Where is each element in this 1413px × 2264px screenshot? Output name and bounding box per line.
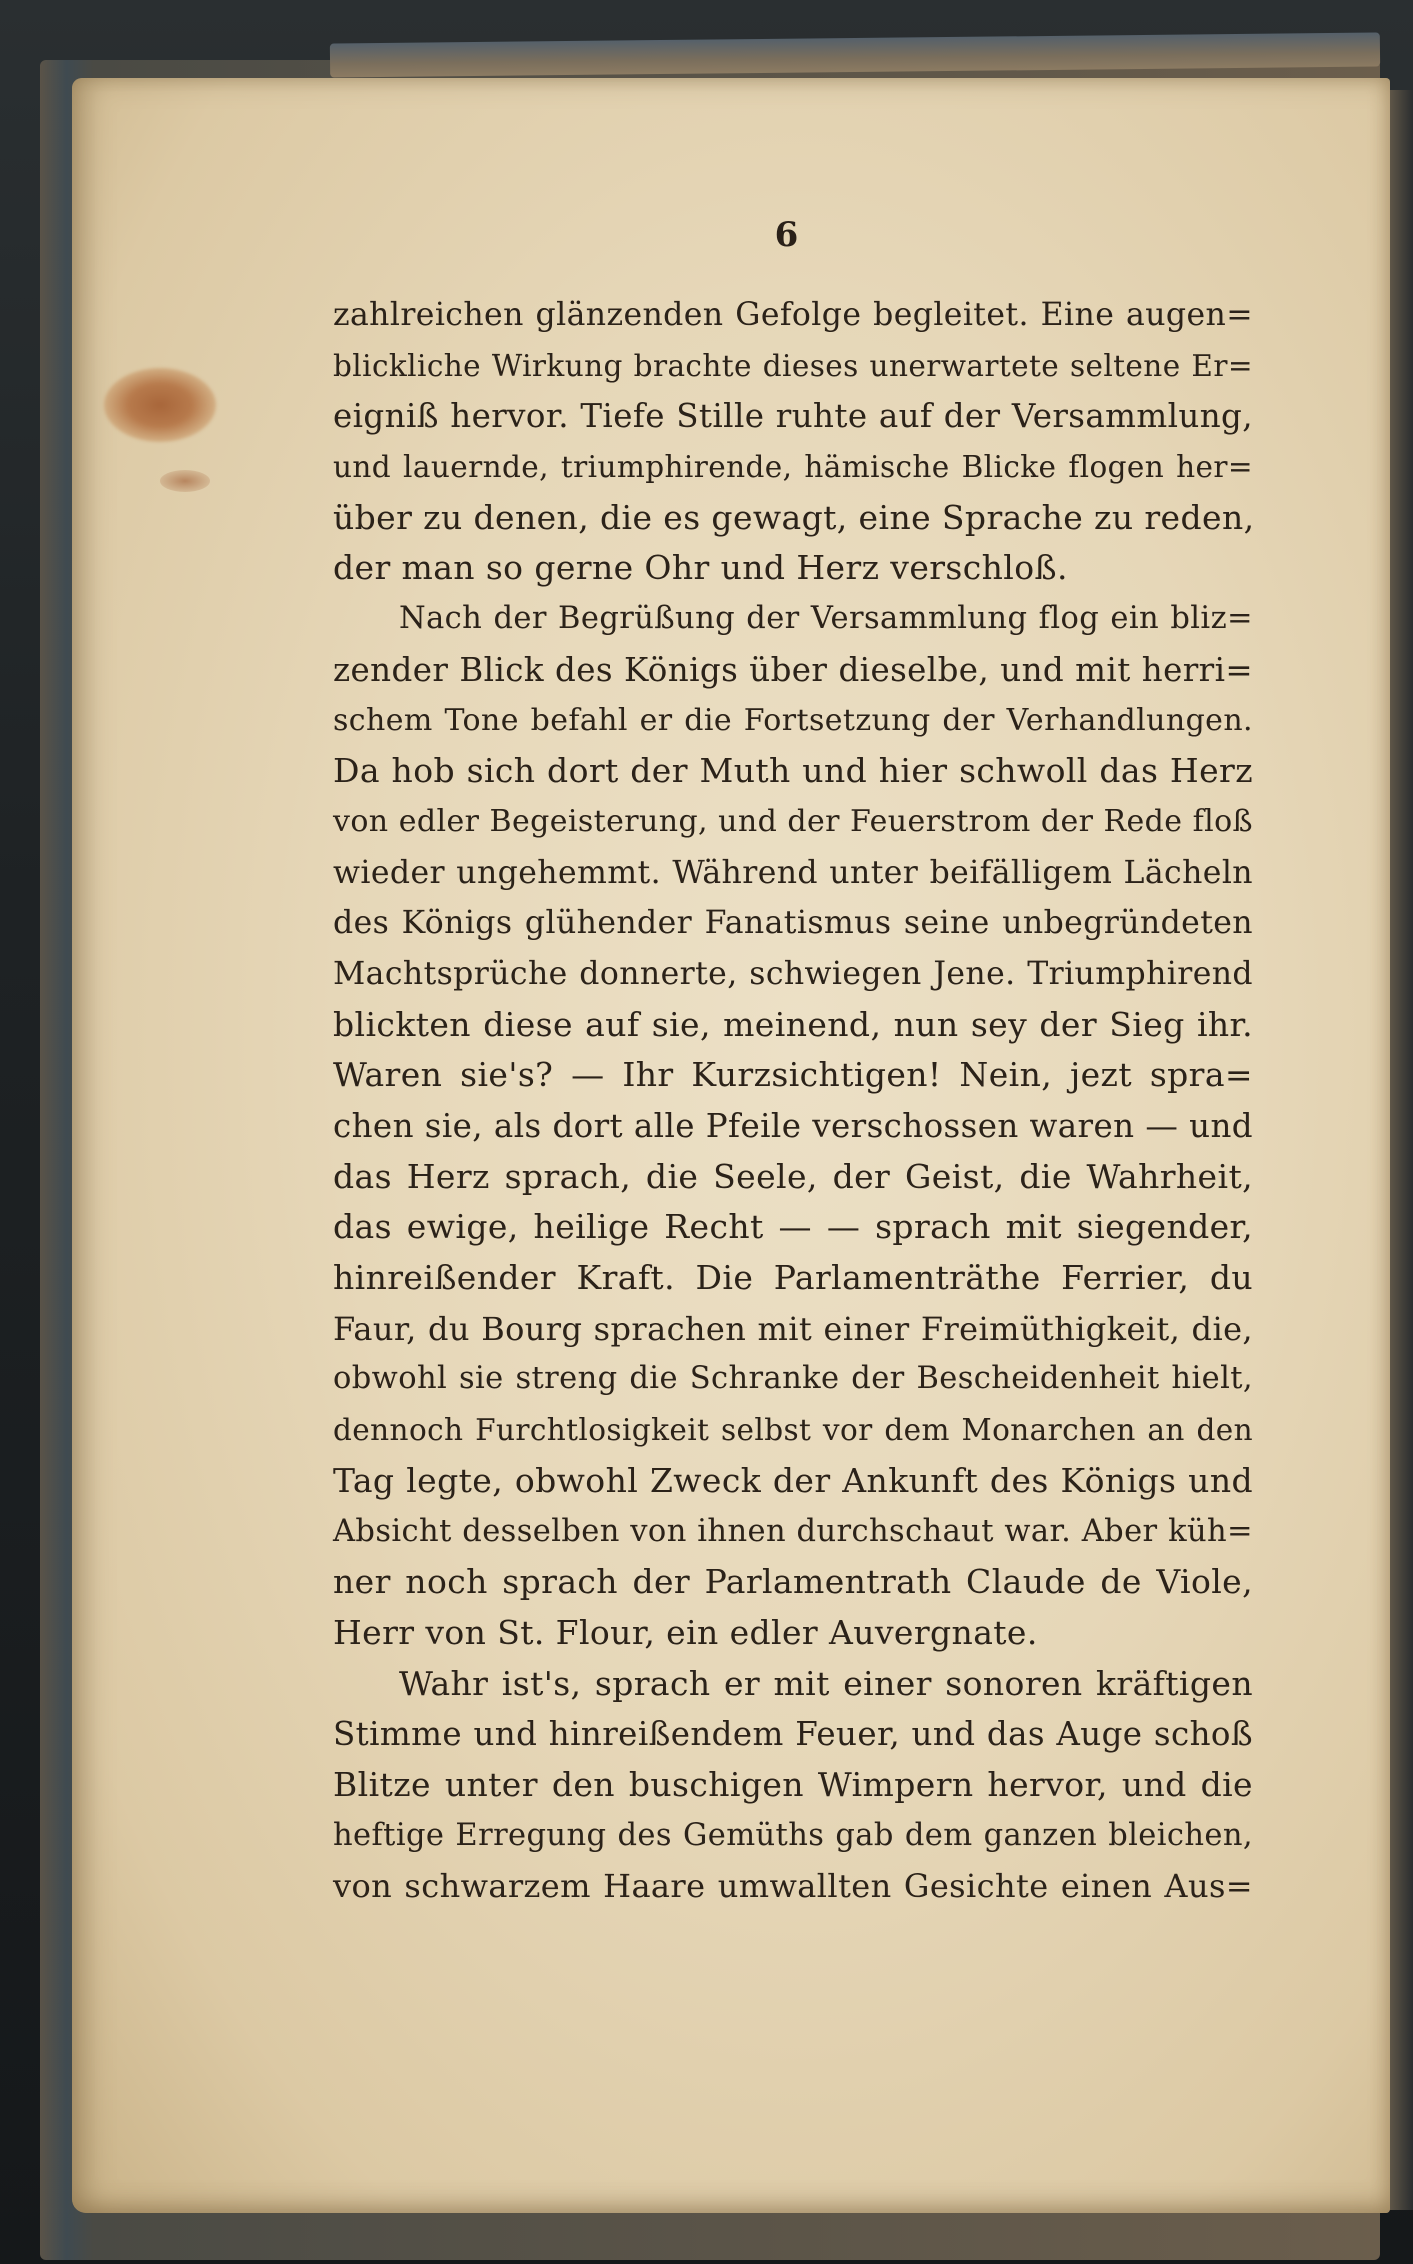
text-line: das ewige, heilige Recht — — sprach mit siegender, bbox=[333, 1207, 1253, 1247]
text-line: von schwarzem Haare umwallten Gesichte einen Aus= bbox=[333, 1867, 1253, 1906]
text-line: blickliche Wirkung brachte dieses unerwartete seltene Er= bbox=[333, 348, 1253, 383]
page-number: 6 bbox=[774, 215, 799, 255]
text-line: chen sie, als dort alle Pfeile verschossen waren — und bbox=[333, 1107, 1253, 1145]
text-line: Stimme und hinreißendem Feuer, und das Auge schoß bbox=[333, 1715, 1253, 1754]
text-line: schem Tone befahl er die Fortsetzung der Verhandlungen. bbox=[333, 702, 1253, 738]
text-line: eigniß hervor. Tiefe Stille ruhte auf der Versammlung, bbox=[333, 397, 1253, 436]
text-line: der man so gerne Ohr und Herz verschloß. bbox=[333, 548, 1068, 588]
text-line: Tag legte, obwohl Zweck der Ankunft des Königs und bbox=[333, 1460, 1253, 1500]
foxing-stain bbox=[104, 368, 216, 442]
text-line: ner noch sprach der Parlamentrath Claude de Viole, bbox=[333, 1562, 1253, 1602]
text-line: wieder ungehemmt. Während unter beifälligem Lächeln bbox=[333, 854, 1253, 891]
text-line: hinreißender Kraft. Die Parlamenträthe Ferrier, du bbox=[333, 1258, 1253, 1298]
text-line: das Herz sprach, die Seele, der Geist, die Wahrheit, bbox=[333, 1156, 1253, 1196]
text-line: dennoch Furchtlosigkeit selbst vor dem Monarchen an den bbox=[333, 1413, 1253, 1448]
text-line: des Königs glühender Fanatismus seine unbegründeten bbox=[333, 905, 1253, 942]
text-line: obwohl sie streng die Schranke der Bescheidenheit hielt, bbox=[333, 1361, 1253, 1397]
text-line: Da hob sich dort der Muth und hier schwoll das Herz bbox=[333, 751, 1253, 791]
text-line: Absicht desselben von ihnen durchschaut war. Aber küh= bbox=[333, 1513, 1253, 1549]
body-text bbox=[333, 290, 1253, 1912]
text-line: von edler Begeisterung, und der Feuerstrom der Rede floß bbox=[333, 803, 1253, 839]
text-line: zahlreichen glänzenden Gefolge begleitet. Eine augen= bbox=[333, 297, 1253, 333]
text-line: heftige Erregung des Gemüths gab dem ganzen bleichen, bbox=[333, 1817, 1253, 1853]
text-line: Blitze unter den buschigen Wimpern hervor, und die bbox=[333, 1764, 1253, 1804]
text-line: über zu denen, die es gewagt, eine Sprache zu reden, bbox=[333, 497, 1255, 537]
text-line: und lauernde, triumphirende, hämische Blicke flogen her= bbox=[333, 450, 1253, 485]
text-line: Machtsprüche donnerte, schwiegen Jene. Triumphirend bbox=[333, 955, 1253, 992]
text-line: Nach der Begrüßung der Versammlung flog ein bliz= bbox=[399, 601, 1253, 637]
text-line: zender Blick des Königs über dieselbe, und mit herri= bbox=[333, 650, 1253, 689]
text-line: Waren sie's? — Ihr Kurzsichtigen! Nein, jezt spra= bbox=[333, 1055, 1253, 1095]
text-line: Faur, du Bourg sprachen mit einer Freimüthigkeit, die, bbox=[333, 1309, 1253, 1348]
foxing-stain-small bbox=[160, 470, 210, 492]
text-line: blickten diese auf sie, meinend, nun sey der Sieg ihr. bbox=[333, 1004, 1253, 1044]
text-line: Herr von St. Flour, ein edler Auvergnate. bbox=[333, 1612, 1038, 1652]
text-line: Wahr ist's, sprach er mit einer sonoren kräftigen bbox=[399, 1663, 1253, 1703]
